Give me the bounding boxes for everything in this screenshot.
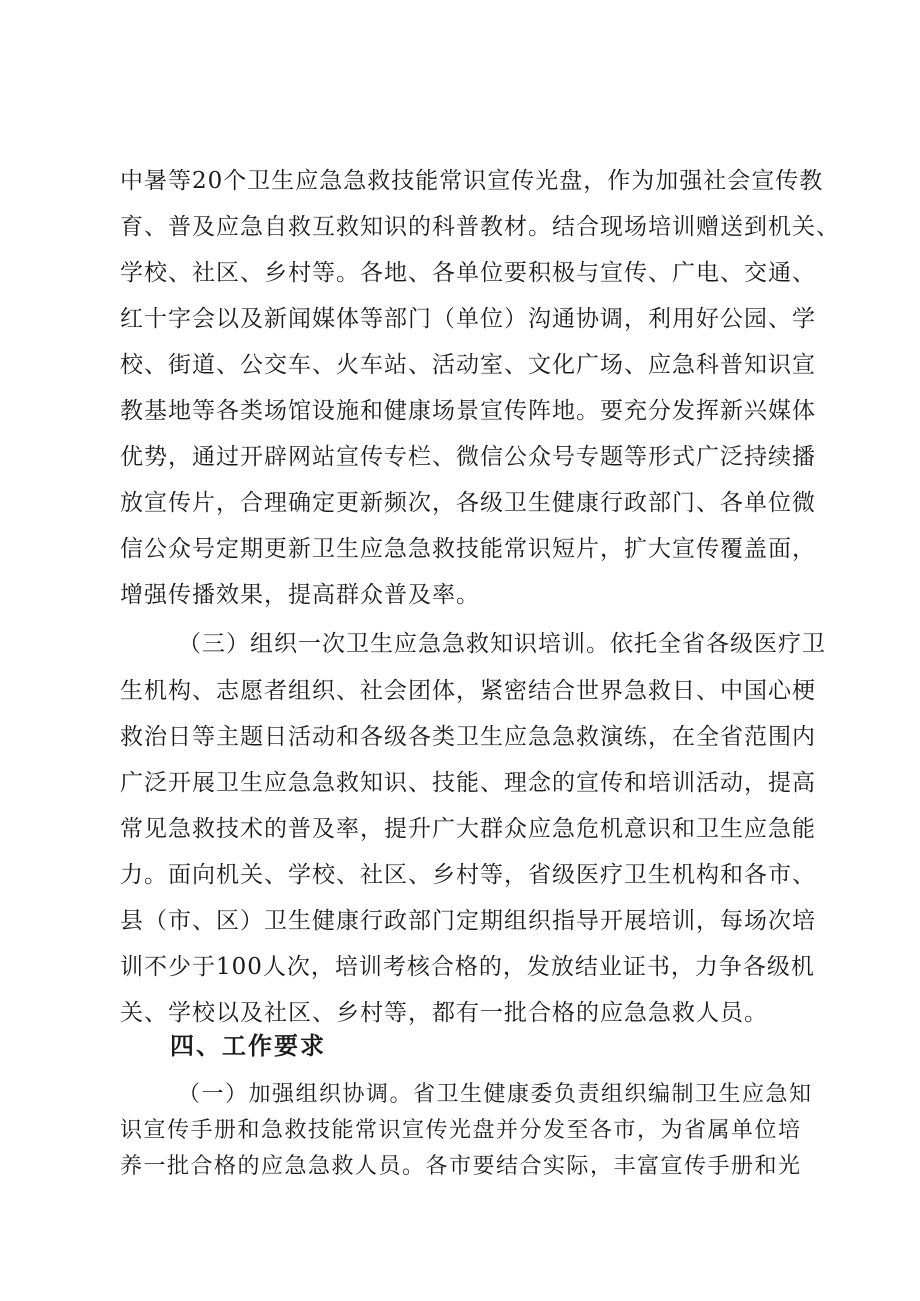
paragraph-1-line: 增强传播效果，提高群众普及率。: [120, 582, 480, 608]
paragraph-1-line: 中暑等20个卫生应急急救技能常识宣传光盘，作为加强社会宣传教: [120, 168, 824, 194]
paragraph-2-line: 关、学校以及社区、乡村等，都有一批合格的应急急救人员。: [120, 1000, 768, 1026]
paragraph-3-line: （一）加强组织协调。省卫生健康委负责组织编制卫生应急知: [178, 1082, 813, 1107]
paragraph-2-line: 县（市、区）卫生健康行政部门定期组织指导开展培训，每场次培: [120, 908, 816, 934]
paragraph-1-line: 优势，通过开辟网站宣传专栏、微信公众号专题等形式广泛持续播: [120, 444, 816, 470]
paragraph-2-line: 广泛开展卫生应急急救知识、技能、理念的宣传和培训活动，提高: [120, 770, 816, 796]
paragraph-2-line: 力。面向机关、学校、社区、乡村等，省级医疗卫生机构和各市、: [120, 862, 816, 888]
paragraph-3-line: 养一批合格的应急急救人员。各市要结合实际，丰富宣传手册和光: [120, 1154, 802, 1179]
paragraph-2-line: 训不少于100人次，培训考核合格的，发放结业证书，力争各级机: [120, 954, 815, 980]
paragraph-1-line: 育、普及应急自救互救知识的科普教材。结合现场培训赠送到机关、: [120, 214, 840, 240]
paragraph-2-line: 常见急救技术的普及率，提升广大群众应急危机意识和卫生应急能: [120, 816, 816, 842]
paragraph-2-line: 生机构、志愿者组织、社会团体，紧密结合世界急救日、中国心梗: [120, 678, 816, 704]
paragraph-2-line: 救治日等主题日活动和各级各类卫生应急急救演练，在全省范围内: [120, 724, 816, 750]
paragraph-1-line: 学校、社区、乡村等。各地、各单位要积极与宣传、广电、交通、: [120, 260, 816, 286]
paragraph-1-line: 放宣传片，合理确定更新频次，各级卫生健康行政部门、各单位微: [120, 490, 816, 516]
paragraph-1-line: 校、街道、公交车、火车站、活动室、文化广场、应急科普知识宣: [120, 352, 816, 378]
paragraph-1-line: 信公众号定期更新卫生应急急救技能常识短片，扩大宣传覆盖面，: [120, 536, 816, 562]
paragraph-1-line: 红十字会以及新闻媒体等部门（单位）沟通协调，利用好公园、学: [120, 306, 816, 332]
section-heading: 四、工作要求: [170, 1032, 326, 1060]
paragraph-3-line: 识宣传手册和急救技能常识宣传光盘并分发至各市，为省属单位培: [120, 1118, 802, 1143]
paragraph-2-line: （三）组织一次卫生应急急救知识培训。依托全省各级医疗卫: [178, 631, 826, 657]
paragraph-1-line: 教基地等各类场馆设施和健康场景宣传阵地。要充分发挥新兴媒体: [120, 398, 816, 424]
